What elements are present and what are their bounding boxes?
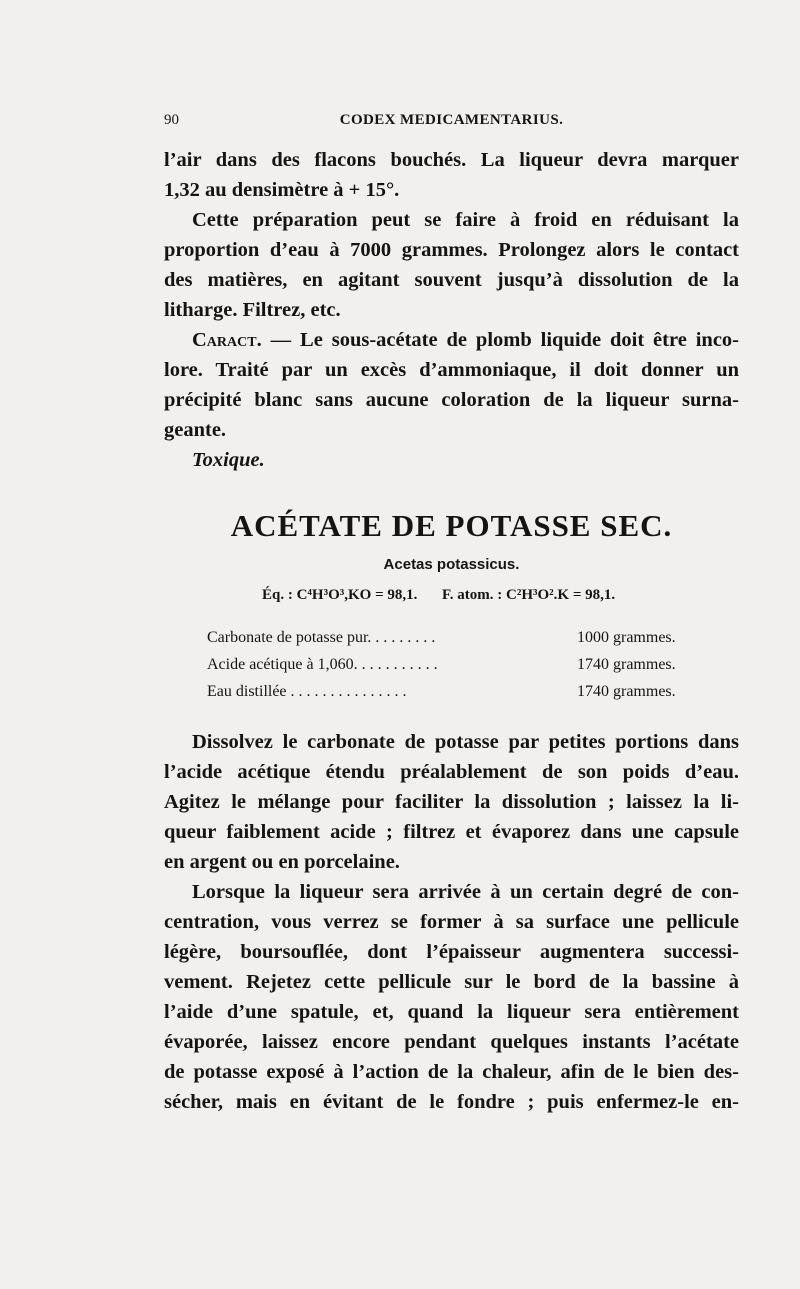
caract-label: Caract. (192, 329, 262, 351)
text-line: geante. (164, 419, 227, 441)
text-line: sécher, mais en évitant de le fondre ; puis enfermez-le en- (164, 1091, 739, 1113)
ingredient-quantity: 1000 grammes. (577, 629, 676, 646)
text-line: Dissolvez le carbonate de potasse par petites portions dans (192, 731, 739, 753)
text-line: proportion d’eau à 7000 grammes. Prolongez alors le contact (164, 239, 739, 261)
text-line: Agitez le mélange pour faciliter la dissolution ; laissez la li- (164, 791, 739, 813)
ingredient-quantity: 1740 grammes. (577, 683, 676, 700)
toxique-note (164, 445, 739, 475)
ingredient-quantity: 1740 grammes. (577, 656, 676, 673)
ingredient-name: Carbonate de potasse pur. . . . . . . . . (207, 629, 436, 646)
caracteres-paragraph (164, 325, 739, 445)
text-line: l’acide acétique étendu préalablement de son poids d’eau. (164, 761, 739, 783)
toxique-label: Toxique. (192, 449, 265, 471)
ingredient-row (207, 678, 707, 705)
text-line: en argent ou en porcelaine. (164, 851, 400, 873)
intro-paragraph (164, 145, 739, 205)
ingredient-row (207, 651, 707, 678)
section-subtitle: Acetas potassicus. (383, 556, 520, 573)
text-line: légère, boursouflée, dont l’épaisseur augmentera successi- (164, 941, 739, 963)
page-header (164, 112, 739, 138)
text-line: l’aide d’une spatule, et, quand la liqueur sera entièrement (164, 1001, 739, 1023)
formula-atomic: F. atom. : C²H³O².K = 98,1. (442, 587, 616, 603)
preparation-paragraph (164, 205, 739, 325)
caract-text: — Le sous-acétate de plomb liquide doit être inco- (261, 329, 739, 351)
text-line: évaporée, laissez encore pendant quelques instants l’acétate (164, 1031, 739, 1053)
text-line: Lorsque la liqueur sera arrivée à un certain degré de con- (192, 881, 739, 903)
page-number: 90 (164, 112, 179, 128)
text-line (164, 325, 739, 355)
text-line: l’air dans des flacons bouchés. La liqueur devra marquer (164, 149, 739, 171)
text-line: centration, vous verrez se former à sa surface une pellicule (164, 911, 739, 933)
text-line: lore. Traité par un excès d’ammoniaque, il doit donner un (164, 359, 739, 381)
text-line: vement. Rejetez cette pellicule sur le bord de la bassine à (164, 971, 739, 993)
text-line: de potasse exposé à l’action de la chaleur, afin de le bien des- (164, 1061, 739, 1083)
text-line: 1,32 au densimètre à + 15°. (164, 179, 400, 201)
text-line: précipité blanc sans aucune coloration de la liqueur surna- (164, 389, 739, 411)
ingredient-row (207, 624, 707, 651)
ingredient-name: Acide acétique à 1,060. . . . . . . . . . . (207, 656, 438, 673)
evaporation-paragraph (164, 877, 739, 1117)
section-title: ACÉTATE DE POTASSE SEC. (230, 508, 673, 543)
text-line: Cette préparation peut se faire à froid en réduisant la (192, 209, 739, 231)
ingredients-list (207, 624, 707, 705)
formula-equivalent: Éq. : C⁴H³O³,KO = 98,1. (262, 587, 418, 603)
running-title: CODEX MEDICAMENTARIUS. (339, 112, 564, 128)
text-line: litharge. Filtrez, etc. (164, 299, 341, 321)
ingredient-name: Eau distillée . . . . . . . . . . . . . . . (207, 683, 407, 700)
text-line: des matières, en agitant souvent jusqu’à dissolution de la (164, 269, 739, 291)
text-line: queur faiblement acide ; filtrez et évaporez dans une capsule (164, 821, 739, 843)
dissolution-paragraph (164, 727, 739, 877)
